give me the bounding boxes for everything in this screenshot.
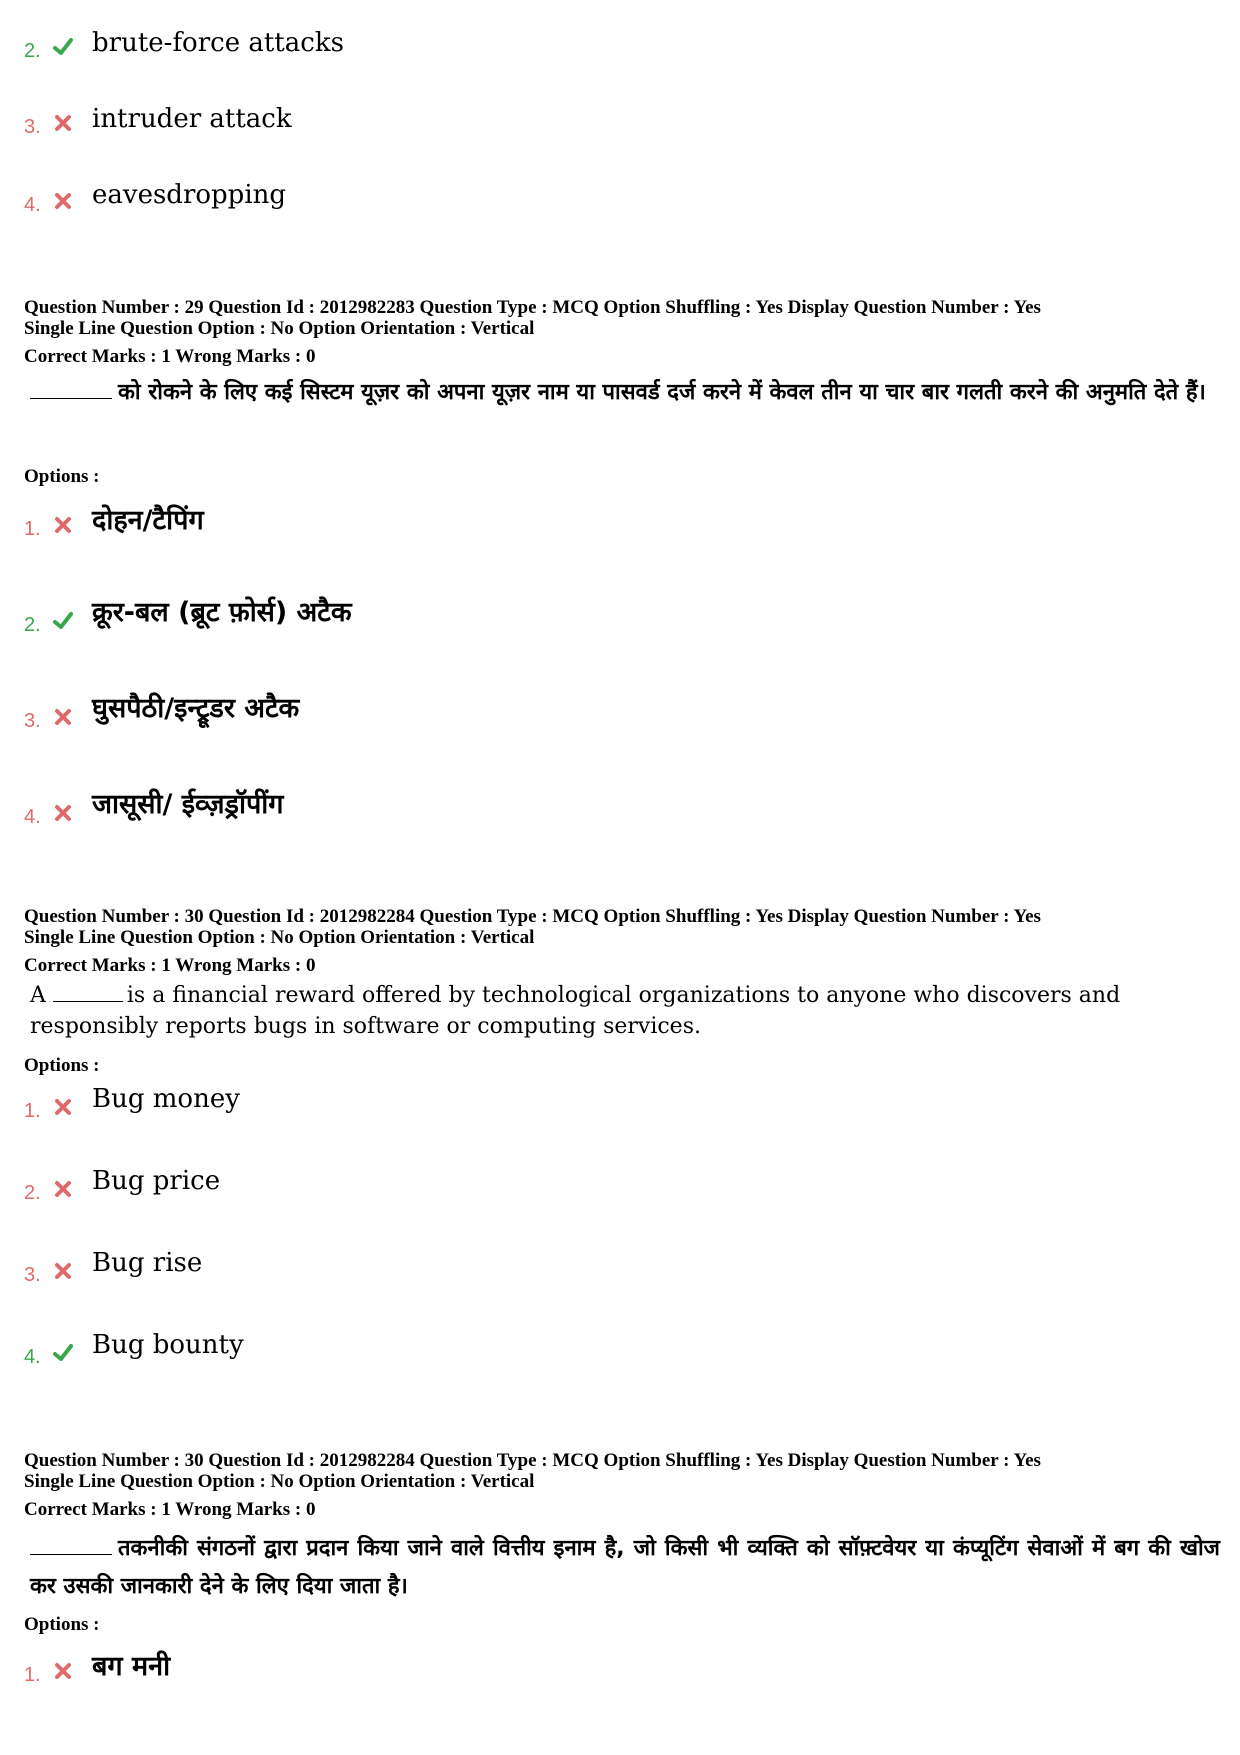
check-icon (52, 610, 74, 632)
option-number: 1. (24, 1664, 41, 1686)
option-text: बग मनी (92, 1651, 171, 1682)
option-number: 1. (24, 518, 41, 540)
option-number: 2. (24, 614, 41, 636)
answer-blank (53, 983, 123, 1002)
option-number: 2. (24, 40, 41, 62)
answer-blank (30, 380, 112, 399)
options-label: Options : (24, 466, 100, 487)
question-meta-line2: Single Line Question Option : No Option Orientation : Vertical (24, 318, 535, 339)
option-number: 4. (24, 806, 41, 828)
cross-icon (52, 1178, 74, 1200)
option-text: Bug price (92, 1166, 221, 1196)
options-label: Options : (24, 1614, 100, 1635)
question-text: को रोकने के लिए कई सिस्टम यूज़र को अपना यूज़र नाम या पासवर्ड दर्ज करने में केवल तीन या चार बार गलती करने की अनुमति देते हैं। (30, 374, 1220, 412)
option-number: 4. (24, 1346, 41, 1368)
option-text: Bug rise (92, 1248, 203, 1278)
question-marks: Correct Marks : 1 Wrong Marks : 0 (24, 1499, 316, 1520)
option-text: Bug bounty (92, 1330, 244, 1360)
question-marks: Correct Marks : 1 Wrong Marks : 0 (24, 346, 316, 367)
option-number: 3. (24, 1264, 41, 1286)
option-text: Bug money (92, 1084, 240, 1114)
question-meta-line1: Question Number : 30 Question Id : 2012982284 Question Type : MCQ Option Shuffling : Yes Display Question Number : Yes (24, 906, 1041, 927)
option-text: दोहन/टैपिंग (92, 505, 204, 536)
option-text: जासूसी/ ईव्ज़ड्रॉपींग (92, 789, 284, 820)
cross-icon (52, 514, 74, 536)
question-marks: Correct Marks : 1 Wrong Marks : 0 (24, 955, 316, 976)
option-number: 2. (24, 1182, 41, 1204)
question-meta-line1: Question Number : 30 Question Id : 2012982284 Question Type : MCQ Option Shuffling : Yes Display Question Number : Yes (24, 1450, 1041, 1471)
check-icon (52, 36, 74, 58)
cross-icon (52, 802, 74, 824)
question-meta-line1: Question Number : 29 Question Id : 2012982283 Question Type : MCQ Option Shuffling : Yes Display Question Number : Yes (24, 297, 1041, 318)
option-text: intruder attack (92, 104, 292, 134)
cross-icon (52, 112, 74, 134)
option-number: 4. (24, 194, 41, 216)
option-text: eavesdropping (92, 180, 287, 210)
cross-icon (52, 1096, 74, 1118)
cross-icon (52, 190, 74, 212)
question-text: तकनीकी संगठनों द्वारा प्रदान किया जाने वाले वित्तीय इनाम है, जो किसी भी व्यक्ति को सॉफ़्टवेयर या कंप्यूटिंग सेवाओं में बग की खोज कर उसकी जानकारी देने के लिए दिया जाता है। (30, 1536, 1220, 1599)
option-text: क्रूर-बल (ब्रूट फ़ोर्स) अटैक (92, 597, 352, 628)
option-number: 3. (24, 710, 41, 732)
option-text: brute-force attacks (92, 28, 344, 58)
check-icon (52, 1342, 74, 1364)
question-text: A is a financial reward offered by technological organizations to anyone who discovers and responsibly reports bugs in software or computing services. (30, 983, 1121, 1039)
cross-icon (52, 706, 74, 728)
option-number: 3. (24, 116, 41, 138)
cross-icon (52, 1660, 74, 1682)
option-text: घुसपैठी/इन्ट्रूडर अटैक (92, 693, 300, 724)
question-meta-line2: Single Line Question Option : No Option Orientation : Vertical (24, 1471, 535, 1492)
options-label: Options : (24, 1055, 100, 1076)
answer-blank (30, 1536, 112, 1555)
question-meta-line2: Single Line Question Option : No Option Orientation : Vertical (24, 927, 535, 948)
option-number: 1. (24, 1100, 41, 1122)
cross-icon (52, 1260, 74, 1282)
